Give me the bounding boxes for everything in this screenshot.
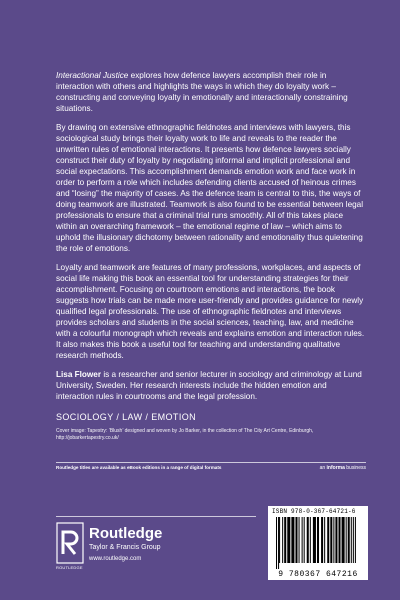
- informa-business-label: [320, 465, 366, 471]
- barcode-bar: [333, 517, 334, 563]
- author-bio-text: is a researcher and senior lecturer in sociology and criminology at Lund University, Sweden. Her research interests include the hidden emotion and interaction rules in courtrooms and the legal profession.: [56, 370, 362, 401]
- barcode-bar: [295, 517, 297, 563]
- author-name: Lisa Flower: [56, 370, 102, 379]
- barcode-bar: [351, 517, 352, 563]
- barcode-bar: [291, 517, 294, 563]
- barcode-bar: [330, 517, 332, 563]
- barcode-guard-bar: [276, 517, 277, 569]
- barcode-bar: [348, 517, 350, 563]
- barcode-bar: [342, 517, 345, 563]
- blurb-paragraph-2: By drawing on extensive ethnographic fieldnotes and interviews with lawyers, this sociological study brings their loyalty work to life and reveals to the reader the unwritten rules of emotional interactions. It presents how defence lawyers socially construct their duty of loyalty by negotiating informal and implicit professional and social expectations. This accomplishment demands emotion work and face work in order to perform a role which includes defending clients accused of heinous crimes and “losing” the majority of cases. As the defence team is central to this, the ways of doing teamwork are illustrated. Teamwork is also found to be essential between legal professionals to ensure that a criminal trial runs smoothly. All of this takes place within an overarching framework – the emotional regime of law – which aims to uphold the illusionary dichotomy between rationality and emotionality thus quietening the role of emotions.: [56, 123, 364, 253]
- barcode-bar: [302, 517, 303, 563]
- publisher-group: Taylor & Francis Group: [89, 544, 161, 551]
- blurb-paragraph-1: [56, 70, 366, 114]
- barcode-bar: [310, 517, 311, 563]
- barcode-bar: [307, 517, 309, 563]
- barcode-bar: [346, 517, 347, 563]
- divider-top: [56, 462, 366, 463]
- informa-prefix: an: [319, 465, 327, 471]
- barcode-bar: [282, 517, 283, 563]
- subject-categories: SOCIOLOGY / LAW / EMOTION: [56, 412, 197, 422]
- barcode-bar: [279, 517, 280, 563]
- barcode-bar: [284, 517, 286, 563]
- informa-brand: informa: [326, 465, 345, 471]
- divider-bottom: [56, 516, 256, 517]
- routledge-logo-icon: [56, 522, 84, 564]
- barcode-guard-bar: [278, 517, 279, 569]
- barcode-bar: [324, 517, 325, 563]
- isbn-barcode: [268, 506, 368, 580]
- publisher-block: [56, 520, 196, 582]
- isbn-digits: 9 780367 647216: [278, 570, 358, 579]
- barcode-bar: [327, 517, 329, 563]
- author-bio: [56, 369, 366, 402]
- barcode-bar: [355, 517, 356, 563]
- blurb-section: [56, 70, 366, 442]
- informa-suffix: business: [344, 465, 366, 471]
- barcode-bar: [287, 517, 290, 563]
- publisher-name: Routledge: [89, 525, 163, 542]
- book-title-italic: Interactional Justice: [56, 71, 129, 80]
- barcode-bar: [353, 517, 354, 563]
- ebook-note: Routledge titles are available as eBook editions in a range of digital formats: [56, 465, 222, 470]
- barcode-bars: [276, 517, 360, 569]
- publisher-url: www.routledge.com: [89, 556, 142, 562]
- barcode-bar: [313, 517, 316, 563]
- barcode-bar: [299, 517, 300, 563]
- barcode-bar: [304, 517, 305, 563]
- blurb-paragraph-3: Loyalty and teamwork are features of many professions, workplaces, and aspects of social life making this book an essential tool for understanding strategies for their accomplishment. Focusing on courtroom emotions and interactions, the book suggests how trials can be made more user-friendly and provides guidance for newly qualified legal professionals. The use of ethnographic fieldnotes and interviews provides scholars and students in the social sciences, teaching, law, and medicine with a colourful monograph which reveals and explains emotion and interaction rules. It also makes this book a useful tool for teaching and understanding qualitative research methods.: [56, 263, 365, 360]
- barcode-bar: [321, 517, 323, 563]
- barcode-bar: [335, 517, 337, 563]
- isbn-label: ISBN 978-0-367-64721-6: [272, 508, 356, 515]
- cover-image-credit: Cover image: Tapestry: ‘Blush’ designed and woven by Jo Barker, in the collection of The City Art Centre, Edinburgh, http://jobarkertapestry.co.uk/: [56, 428, 314, 441]
- barcode-bar: [317, 517, 319, 563]
- routledge-logo-label: ROUTLEDGE: [56, 565, 83, 570]
- barcode-bar: [338, 517, 340, 563]
- blurb-paragraph-1-text: explores how defence lawyers accomplish their role in interaction with others and highlights the ways in which they do loyalty work – constructing and conveying loyalty in emotionally and interactionally constraining situations.: [56, 71, 348, 113]
